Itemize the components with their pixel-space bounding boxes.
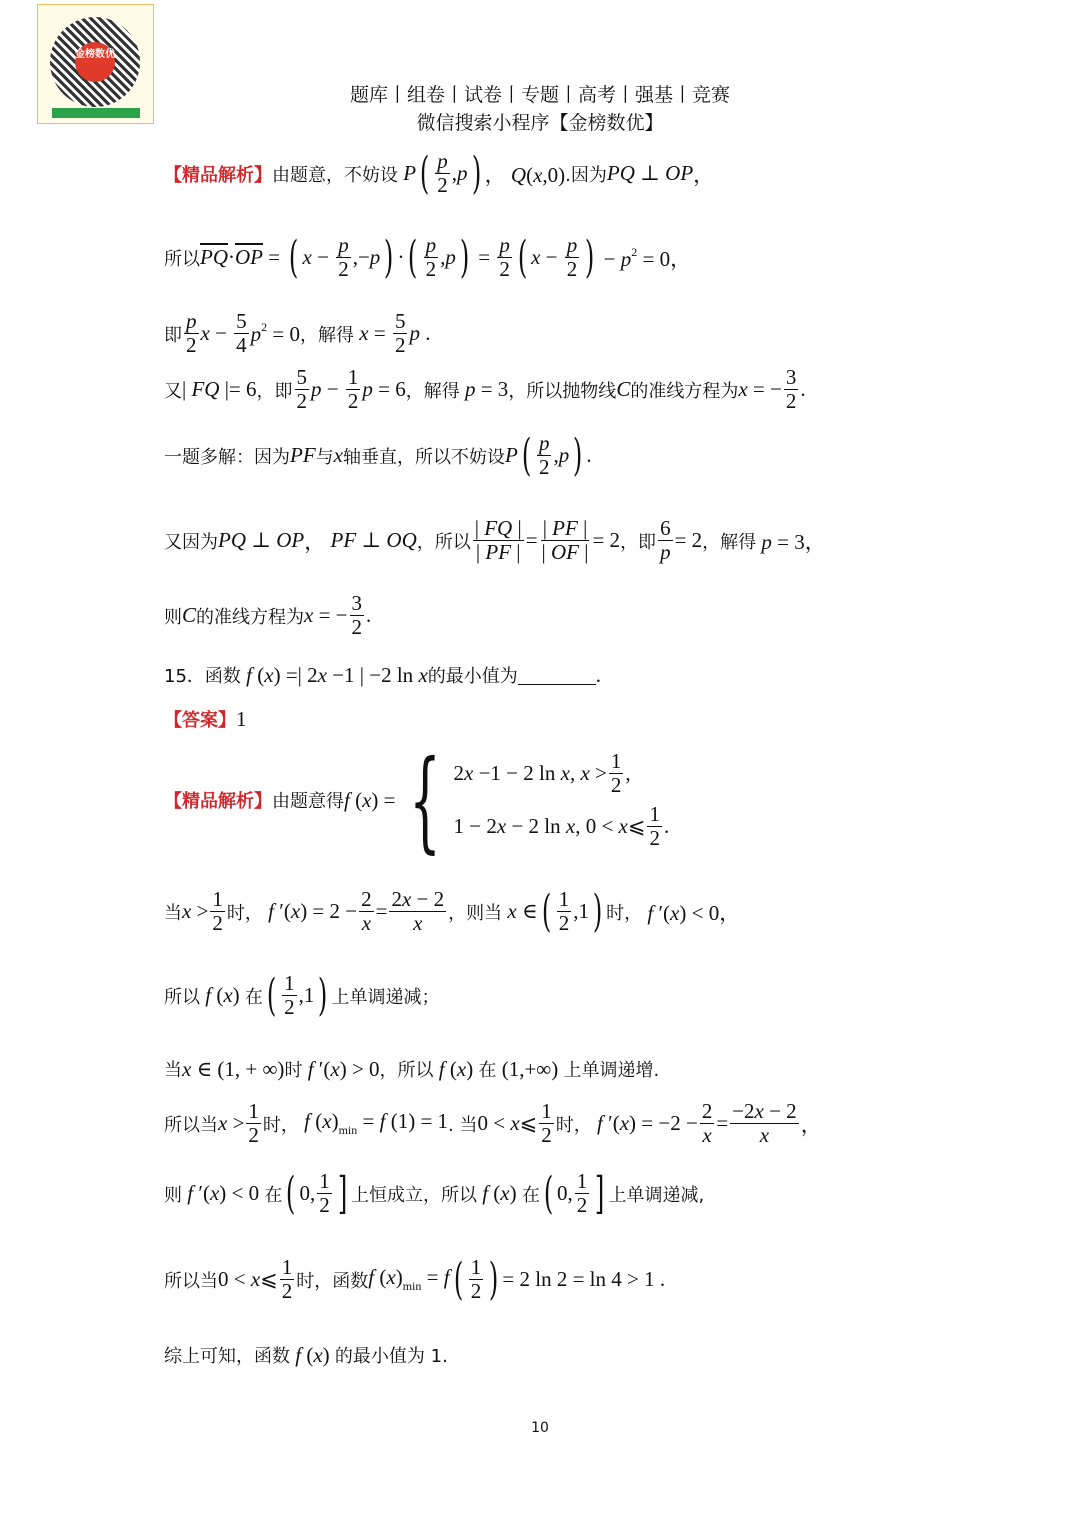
answer-tag: 【答案】	[164, 710, 236, 731]
solution-line-14: 所以当 x > $\frac{1}{2}$ 时， f $(x)_{min} = f$ (1) = 1 . 当 0 < x⩽ $\frac{1}{2}$ 时， f ′(x) = −2 − $\frac{2}{x}$ = $\frac{-2x - 2}{x}$ ，	[164, 1099, 822, 1148]
analysis-tag: 【精品解析】	[164, 164, 272, 186]
solution-line-11: 当 x > $\frac{1}{2}$ 时， f ′(x) = 2 − $\frac{2}{x}$ = $\frac{2x - 2}{x}$ ，则当 x ∈ ( $\frac{1}{2}$ ,1 ) 时， f ′(x) < 0，	[164, 885, 741, 937]
solution-line-5: 一题多解：因为 PF 与 x 轴垂直，所以不妨设 P ( $\frac{p}{2}$ ,p ) .	[164, 429, 592, 481]
solution-line-13: 当 x ∈ (1, + ∞) 时 f ′(x) > 0 ，所以 f (x) 在 (1,+∞) 上单调递增.	[164, 1056, 660, 1081]
logo-center: 金榜数优	[75, 42, 115, 82]
solution-line-2: 所以 $\overline{PQ}$ · $\overline{OP}$ = ( x − $\frac{p}{2}$ ,−p ) · ( $\frac{p}{2}$ ,p ) = $\frac{p}{2}$ ( x − $\frac{p}{2}$ ) − $p^2 = 0$，	[164, 231, 692, 283]
solution-conclusion: 综上可知，函数 f (x) 的最小值为 1.	[164, 1342, 448, 1367]
answer-line	[164, 706, 247, 732]
header-subtitle: 微信搜索小程序【金榜数优】	[416, 112, 664, 134]
solution-line-16: 所以当 0 < x⩽ $\frac{1}{2}$ 时，函数 f $(x)_{min} = f$ ( $\frac{1}{2}$ ) = 2 ln 2 = ln 4 > 1 .	[164, 1253, 666, 1305]
answer-value: 1	[236, 706, 247, 731]
question-15: 15．函数 f (x) =| 2x −1 | −2 ln x 的最小值为 .	[164, 662, 602, 687]
page-number: 10	[531, 1420, 549, 1436]
answer-blank	[518, 666, 596, 685]
solution-line-6: 又因为 PQ ⊥ OP ， PF ⊥ OQ ，所以 $\frac{| FQ |}{| PF |}$ = $\frac{| PF |}{| OF |}$ = 2 ，即 $\frac{6}{p}$ = 2 ，解得 p = 3，	[164, 516, 826, 565]
header-nav: 题库丨组卷丨试卷丨专题丨高考丨强基丨竞赛	[349, 84, 730, 106]
solution-line-4: 又 | FQ |= 6 ，即 $\frac{5}{2}$ p − $\frac{1}{2}$ p = 6 ，解得 p = 3 ，所以抛物线 C 的准线方程为 x = − $\frac{3}{2}$ .	[164, 365, 806, 414]
solution-line-3: 即 $\frac{p}{2}$ x − $\frac{5}{4}$ $p^2 = 0$ ，解得 x = $\frac{5}{2}$ p .	[164, 309, 431, 358]
solution-piecewise: 【精品解析】 由题意得 f (x) = { 2x −1 − 2 ln x, x > $\frac{1}{2}$ , 1 − 2x − 2 ln x, 0 < x⩽ $\frac{1}{2}$ .	[164, 736, 670, 864]
solution-line-15: 则 f ′(x) < 0 在 ( 0, $\frac{1}{2}$ ] 上恒成立，所以 f (x) 在 ( 0, $\frac{1}{2}$ ] 上单调递减,	[164, 1167, 705, 1219]
solution-line-12: 所以 f (x) 在 ( $\frac{1}{2}$ ,1 ) 上单调递减；	[164, 969, 440, 1021]
solution-line-7: 则 C 的准线方程为 x = − $\frac{3}{2}$ .	[164, 591, 372, 640]
solution-line-1: 【精品解析】 由题意，不妨设 P ( $\frac{p}{2}$ ,p ) ， Q(x,0) .因为 PQ ⊥ OP ，	[164, 147, 715, 199]
